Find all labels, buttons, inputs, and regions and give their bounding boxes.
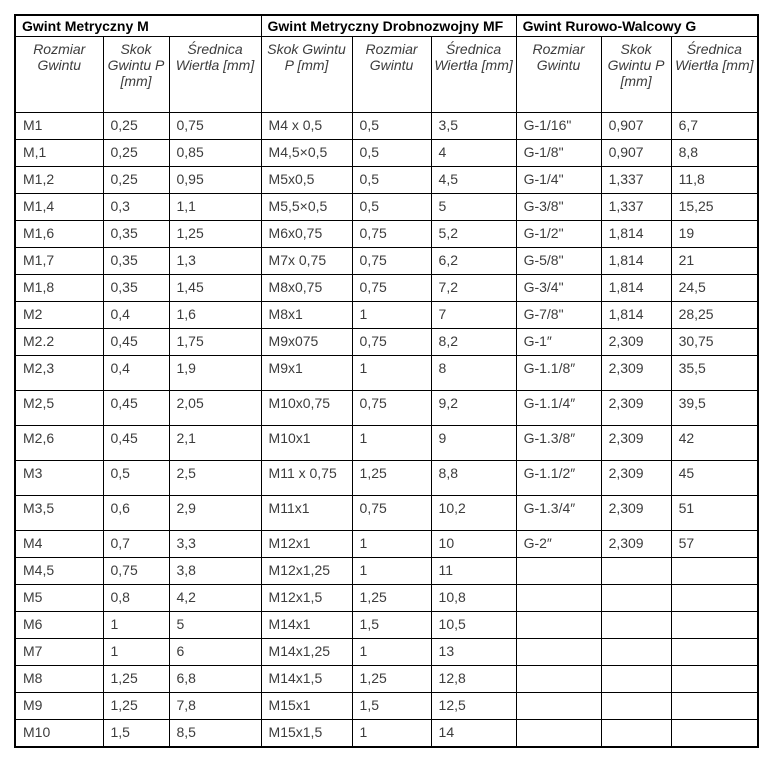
table-cell: 6,8 xyxy=(169,666,261,693)
table-row xyxy=(15,194,758,221)
table-cell: 0,25 xyxy=(103,140,169,167)
table-cell: G-3/4" xyxy=(516,275,601,302)
table-cell: G-7/8" xyxy=(516,302,601,329)
table-head xyxy=(15,15,758,113)
table-row xyxy=(15,140,758,167)
table-cell: M1,7 xyxy=(15,248,103,275)
table-cell: M3,5 xyxy=(15,496,103,531)
table-cell: 1,5 xyxy=(103,720,169,748)
table-cell: 0,75 xyxy=(352,329,431,356)
table-row xyxy=(15,461,758,496)
table-row xyxy=(15,558,758,585)
table-cell: M11x1 xyxy=(261,496,352,531)
table-cell: 0,35 xyxy=(103,248,169,275)
table-cell: M5x0,5 xyxy=(261,167,352,194)
table-cell: 1,1 xyxy=(169,194,261,221)
table-cell xyxy=(671,666,758,693)
table-cell: 1,25 xyxy=(352,666,431,693)
table-cell: 1 xyxy=(352,558,431,585)
table-row xyxy=(15,113,758,140)
table-cell: G-5/8" xyxy=(516,248,601,275)
table-cell: 0,75 xyxy=(352,221,431,248)
table-cell: 1,6 xyxy=(169,302,261,329)
table-row xyxy=(15,302,758,329)
table-cell xyxy=(671,558,758,585)
table-cell: 1,337 xyxy=(601,194,671,221)
table-cell: 4 xyxy=(431,140,516,167)
table-cell: M7x 0,75 xyxy=(261,248,352,275)
table-cell: 2,309 xyxy=(601,496,671,531)
table-cell: M2,5 xyxy=(15,391,103,426)
table-cell: 2,309 xyxy=(601,329,671,356)
table-cell: 11 xyxy=(431,558,516,585)
table-cell: 24,5 xyxy=(671,275,758,302)
table-cell: M4,5×0,5 xyxy=(261,140,352,167)
table-cell: 2,05 xyxy=(169,391,261,426)
table-cell: 0,25 xyxy=(103,113,169,140)
thread-drill-size-table xyxy=(14,14,759,748)
table-row xyxy=(15,585,758,612)
table-row xyxy=(15,221,758,248)
table-cell: M,1 xyxy=(15,140,103,167)
table-row xyxy=(15,356,758,391)
table-cell: 0,4 xyxy=(103,356,169,391)
table-cell: 9 xyxy=(431,426,516,461)
table-cell: 10,8 xyxy=(431,585,516,612)
table-cell xyxy=(671,612,758,639)
table-cell: M2.2 xyxy=(15,329,103,356)
table-cell: M1 xyxy=(15,113,103,140)
table-cell: 12,8 xyxy=(431,666,516,693)
table-cell: 28,25 xyxy=(671,302,758,329)
table-cell: 1 xyxy=(352,639,431,666)
table-cell: 1,25 xyxy=(103,693,169,720)
table-cell: 1,337 xyxy=(601,167,671,194)
table-cell: 2,1 xyxy=(169,426,261,461)
table-cell xyxy=(601,666,671,693)
table-cell: 5 xyxy=(169,612,261,639)
table-cell: 11,8 xyxy=(671,167,758,194)
table-cell: 1,814 xyxy=(601,275,671,302)
column-header: Skok Gwintu P [mm] xyxy=(601,37,671,113)
table-cell xyxy=(516,558,601,585)
table-cell: 5 xyxy=(431,194,516,221)
table-cell: M1,8 xyxy=(15,275,103,302)
table-cell: 0,5 xyxy=(352,167,431,194)
table-cell: 0,8 xyxy=(103,585,169,612)
table-row xyxy=(15,666,758,693)
table-row xyxy=(15,275,758,302)
table-cell: 1,25 xyxy=(103,666,169,693)
table-cell: M8x0,75 xyxy=(261,275,352,302)
table-cell: 0,45 xyxy=(103,426,169,461)
table-cell: M1,6 xyxy=(15,221,103,248)
table-cell: 15,25 xyxy=(671,194,758,221)
section-title: Gwint Metryczny Drobnozwojny MF xyxy=(261,15,516,37)
table-row xyxy=(15,167,758,194)
table-row xyxy=(15,639,758,666)
table-cell: 13 xyxy=(431,639,516,666)
table-cell: M5 xyxy=(15,585,103,612)
table-cell xyxy=(671,693,758,720)
table-cell: 0,75 xyxy=(352,496,431,531)
table-cell: M12x1,5 xyxy=(261,585,352,612)
table-cell: M4,5 xyxy=(15,558,103,585)
table-cell: 42 xyxy=(671,426,758,461)
table-cell: 8,5 xyxy=(169,720,261,748)
table-cell: 1,45 xyxy=(169,275,261,302)
table-cell: M2 xyxy=(15,302,103,329)
table-cell: M9x075 xyxy=(261,329,352,356)
table-cell: 9,2 xyxy=(431,391,516,426)
table-cell: 1 xyxy=(103,639,169,666)
table-cell: 0,35 xyxy=(103,275,169,302)
table-cell: M2,6 xyxy=(15,426,103,461)
table-cell: 1 xyxy=(352,302,431,329)
table-cell: G-1/8" xyxy=(516,140,601,167)
table-cell: 10,5 xyxy=(431,612,516,639)
table-cell: 0,35 xyxy=(103,221,169,248)
table-cell: 1,814 xyxy=(601,302,671,329)
table-cell: M1,4 xyxy=(15,194,103,221)
table-cell: M15x1 xyxy=(261,693,352,720)
table-cell: M14x1 xyxy=(261,612,352,639)
table-cell: 10,2 xyxy=(431,496,516,531)
table-cell: 1,814 xyxy=(601,221,671,248)
table-row xyxy=(15,612,758,639)
table-cell: 2,309 xyxy=(601,391,671,426)
table-cell: M15x1,5 xyxy=(261,720,352,748)
column-header: Średnica Wiertła [mm] xyxy=(431,37,516,113)
table-cell: 5,2 xyxy=(431,221,516,248)
table-cell: 1,5 xyxy=(352,693,431,720)
table-cell: 0,907 xyxy=(601,140,671,167)
section-title: Gwint Rurowo-Walcowy G xyxy=(516,15,758,37)
table-cell: 6,2 xyxy=(431,248,516,275)
table-cell: 19 xyxy=(671,221,758,248)
table-cell: G-1/16" xyxy=(516,113,601,140)
table-cell: M9 xyxy=(15,693,103,720)
table-cell: 2,309 xyxy=(601,531,671,558)
table-cell: 45 xyxy=(671,461,758,496)
table-cell: 0,45 xyxy=(103,391,169,426)
table-cell: 4,2 xyxy=(169,585,261,612)
table-cell: 2,9 xyxy=(169,496,261,531)
table-row xyxy=(15,248,758,275)
table-cell: 30,75 xyxy=(671,329,758,356)
column-header: Rozmiar Gwintu xyxy=(516,37,601,113)
table-cell: G-2″ xyxy=(516,531,601,558)
table-cell: M12x1,25 xyxy=(261,558,352,585)
table-cell: 8,8 xyxy=(671,140,758,167)
table-cell: 21 xyxy=(671,248,758,275)
table-cell: 1 xyxy=(352,720,431,748)
table-cell: 1,5 xyxy=(352,612,431,639)
table-cell: 1,814 xyxy=(601,248,671,275)
table-cell: 1,25 xyxy=(169,221,261,248)
table-cell: 0,4 xyxy=(103,302,169,329)
table-cell: 3,5 xyxy=(431,113,516,140)
column-header: Rozmiar Gwintu xyxy=(15,37,103,113)
table-cell: G-1.1/8″ xyxy=(516,356,601,391)
table-cell: M4 xyxy=(15,531,103,558)
table-cell: M1,2 xyxy=(15,167,103,194)
table-cell xyxy=(601,639,671,666)
table-cell: G-1.3/8″ xyxy=(516,426,601,461)
table-cell: M9x1 xyxy=(261,356,352,391)
table-cell: 0,85 xyxy=(169,140,261,167)
column-header: Skok Gwintu P [mm] xyxy=(261,37,352,113)
table-cell: M14x1,5 xyxy=(261,666,352,693)
table-cell: 0,75 xyxy=(352,391,431,426)
table-cell: M2,3 xyxy=(15,356,103,391)
table-cell xyxy=(516,666,601,693)
table-cell: 12,5 xyxy=(431,693,516,720)
table-cell: 1 xyxy=(352,356,431,391)
table-cell: M6x0,75 xyxy=(261,221,352,248)
table-cell xyxy=(601,720,671,748)
table-cell: M11 x 0,75 xyxy=(261,461,352,496)
table-cell xyxy=(601,693,671,720)
table-cell: 2,309 xyxy=(601,356,671,391)
section-title-row xyxy=(15,15,758,37)
column-header-row xyxy=(15,37,758,113)
table-cell: M5,5×0,5 xyxy=(261,194,352,221)
table-cell: 57 xyxy=(671,531,758,558)
table-cell xyxy=(671,720,758,748)
table-cell: 1,3 xyxy=(169,248,261,275)
table-cell: 1 xyxy=(352,426,431,461)
section-title: Gwint Metryczny M xyxy=(15,15,261,37)
table-cell: 1 xyxy=(103,612,169,639)
table-cell: 7,8 xyxy=(169,693,261,720)
table-row xyxy=(15,426,758,461)
table-cell: 0,75 xyxy=(352,248,431,275)
column-header: Średnica Wiertła [mm] xyxy=(169,37,261,113)
table-row xyxy=(15,693,758,720)
table-cell: 51 xyxy=(671,496,758,531)
table-cell xyxy=(516,693,601,720)
table-cell: M7 xyxy=(15,639,103,666)
table-row xyxy=(15,720,758,748)
table-cell: G-1.3/4″ xyxy=(516,496,601,531)
table-cell: M8 xyxy=(15,666,103,693)
table-cell: 3,8 xyxy=(169,558,261,585)
table-cell: 7 xyxy=(431,302,516,329)
table-cell: 8 xyxy=(431,356,516,391)
table-body xyxy=(15,113,758,748)
table-cell: M8x1 xyxy=(261,302,352,329)
table-cell xyxy=(601,558,671,585)
table-cell: 1,9 xyxy=(169,356,261,391)
table-cell: 10 xyxy=(431,531,516,558)
table-cell: 0,5 xyxy=(352,113,431,140)
table-cell: 0,7 xyxy=(103,531,169,558)
table-row xyxy=(15,329,758,356)
table-cell: 0,5 xyxy=(103,461,169,496)
table-cell: M6 xyxy=(15,612,103,639)
table-cell: 0,75 xyxy=(352,275,431,302)
table-cell: 0,75 xyxy=(103,558,169,585)
table-cell: 0,907 xyxy=(601,113,671,140)
table-cell: G-1.1/2″ xyxy=(516,461,601,496)
table-cell: 2,309 xyxy=(601,426,671,461)
table-cell: 1 xyxy=(352,531,431,558)
table-cell: M10x1 xyxy=(261,426,352,461)
table-cell: 0,6 xyxy=(103,496,169,531)
table-cell: 0,95 xyxy=(169,167,261,194)
table-cell: 0,75 xyxy=(169,113,261,140)
table-cell: 4,5 xyxy=(431,167,516,194)
table-cell: 2,309 xyxy=(601,461,671,496)
table-cell xyxy=(601,585,671,612)
table-cell: M12x1 xyxy=(261,531,352,558)
table-cell: G-1″ xyxy=(516,329,601,356)
table-cell: 35,5 xyxy=(671,356,758,391)
table-cell: 39,5 xyxy=(671,391,758,426)
table-cell xyxy=(516,639,601,666)
table-cell: M3 xyxy=(15,461,103,496)
table-row xyxy=(15,531,758,558)
table-cell: 0,3 xyxy=(103,194,169,221)
table-cell: 3,3 xyxy=(169,531,261,558)
table-row xyxy=(15,391,758,426)
column-header: Skok Gwintu P [mm] xyxy=(103,37,169,113)
table-cell: 0,45 xyxy=(103,329,169,356)
table-cell: G-1/4" xyxy=(516,167,601,194)
table-cell: 1,75 xyxy=(169,329,261,356)
table-cell: 1,25 xyxy=(352,461,431,496)
table-cell xyxy=(671,585,758,612)
table-cell xyxy=(671,639,758,666)
table-cell: M4 x 0,5 xyxy=(261,113,352,140)
table-cell: G-3/8" xyxy=(516,194,601,221)
table-cell: 7,2 xyxy=(431,275,516,302)
table-cell: G-1.1/4″ xyxy=(516,391,601,426)
table-cell: 1,25 xyxy=(352,585,431,612)
table-row xyxy=(15,496,758,531)
table-cell: 6 xyxy=(169,639,261,666)
table-cell: M10 xyxy=(15,720,103,748)
table-cell: 14 xyxy=(431,720,516,748)
column-header: Rozmiar Gwintu xyxy=(352,37,431,113)
table-cell: M14x1,25 xyxy=(261,639,352,666)
table-cell: 0,5 xyxy=(352,140,431,167)
table-cell xyxy=(516,720,601,748)
table-cell: 2,5 xyxy=(169,461,261,496)
table-cell: 8,2 xyxy=(431,329,516,356)
table-cell: 6,7 xyxy=(671,113,758,140)
table-cell: G-1/2" xyxy=(516,221,601,248)
table-cell: 0,5 xyxy=(352,194,431,221)
table-cell: M10x0,75 xyxy=(261,391,352,426)
table-cell xyxy=(516,585,601,612)
column-header: Średnica Wiertła [mm] xyxy=(671,37,758,113)
table-cell xyxy=(516,612,601,639)
table-cell: 0,25 xyxy=(103,167,169,194)
table-cell xyxy=(601,612,671,639)
table-cell: 8,8 xyxy=(431,461,516,496)
